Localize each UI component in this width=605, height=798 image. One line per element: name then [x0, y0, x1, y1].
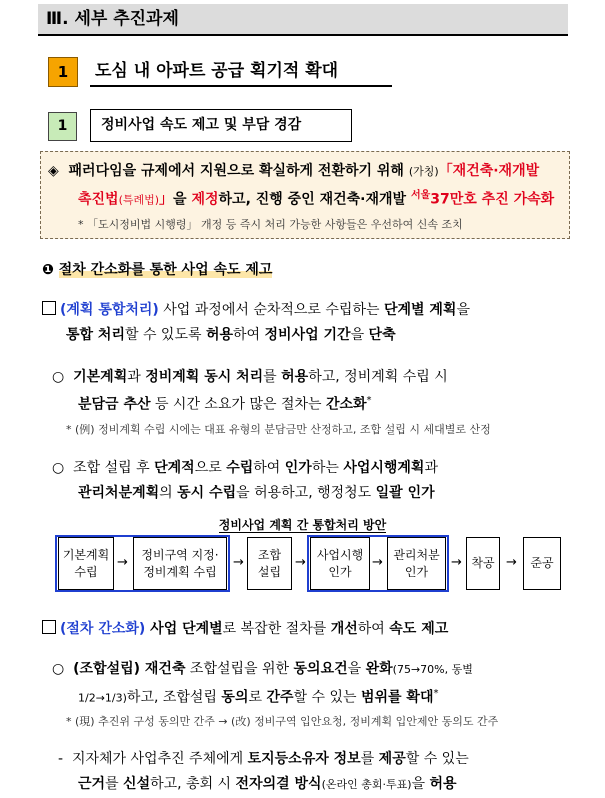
note-footnote: * 「도시정비법 시행령」 개정 등 즉시 처리 가능한 사항들은 우선하여 신속 조치 [78, 218, 463, 231]
sub4-line-2: 근거를 신설하고, 총회 시 전자의결 방식(온라인 총회·투표)을 허용 [78, 776, 457, 792]
sub2-line-1: ○ 조합 설립 후 단계적으로 수립하여 인가하는 사업시행계획과 [52, 460, 438, 476]
flow-arrow-icon: → [295, 555, 306, 570]
checkbox-bullet-icon [42, 620, 56, 634]
heading1-rule [90, 85, 392, 87]
sub2-line-2: 관리처분계획의 동시 수립을 허용하고, 행정청도 일괄 인가 [78, 485, 435, 501]
note-line-1: ◈ 패러다임을 규제에서 지원으로 확실하게 전환하기 위해 (가칭)「재건축·재개발 [48, 163, 540, 179]
sub3-footnote: * (現) 추진위 구성 동의만 간주 → (改) 정비구역 입안요청, 정비계획 입안제안 동의도 간주 [66, 715, 499, 728]
circle-bullet-icon: ○ [52, 369, 65, 385]
item2-line-1: (절차 간소화) 사업 단계별로 복잡한 절차를 개선하여 속도 제고 [42, 616, 448, 642]
sub1-line-1: ○ 기본계획과 정비계획 동시 처리를 허용하고, 정비계획 수립 시 [52, 369, 448, 385]
circled-number-icon: ❶ [42, 262, 54, 278]
flow-step-2: 정비구역 지정· 정비계획 수립 [133, 537, 227, 590]
section-title: Ⅲ. 세부 추진과제 [38, 4, 568, 34]
circle-bullet-icon: ○ [52, 661, 65, 677]
heading1-text: 도심 내 아파트 공급 획기적 확대 [95, 61, 339, 81]
flow-step-5: 관리처분 인가 [387, 537, 446, 590]
circle-bullet-icon: ○ [52, 460, 65, 476]
sub3-line-1: ○ (조합설립) 재건축 조합설립을 위한 동의요건을 완화(75→70%, 동별 [52, 661, 473, 677]
note-line-2: 촉진법(특례법)」을 제정하고, 진행 중인 재건축·재개발 $^{서울}$37만호 추진 가속화 [78, 190, 555, 208]
heading2-number: 1 [48, 112, 77, 141]
checkbox-bullet-icon [42, 301, 56, 315]
flow-arrow-icon: → [117, 555, 128, 570]
flow-arrow-icon: → [233, 555, 244, 570]
flow-arrow-icon: → [506, 555, 517, 570]
dash-bullet-icon: - [58, 751, 64, 767]
flow-step-3: 조합 설립 [247, 537, 292, 590]
flow-step-6: 착공 [466, 537, 500, 590]
sub4-line-1: - 지자체가 사업추진 주체에게 토지등소유자 정보를 제공할 수 있는 [58, 751, 469, 767]
flow-arrow-icon: → [451, 555, 462, 570]
flow-step-7: 준공 [523, 537, 561, 590]
section-rule [38, 34, 568, 36]
point1-heading: ❶ 절차 간소화를 통한 사업 속도 제고 [42, 262, 273, 278]
heading1-number: 1 [48, 57, 78, 87]
item1-line-1: (계획 통합처리) 사업 과정에서 순차적으로 수립하는 단계별 계획을 [42, 297, 470, 323]
flow-title: 정비사업 계획 간 통합처리 방안 [218, 518, 387, 532]
flow-step-1: 기본계획 수립 [58, 537, 114, 590]
heading2-text: 정비사업 속도 제고 및 부담 경감 [90, 109, 352, 142]
diamond-bullet-icon: ◈ [48, 163, 59, 179]
flow-step-4: 사업시행 인가 [310, 537, 370, 590]
item1-line-2: 통합 처리할 수 있도록 허용하여 정비사업 기간을 단축 [66, 327, 396, 343]
sub3-line-2: 1/2→1/3)하고, 조합설립 동의로 간주할 수 있는 범위를 확대* [78, 688, 439, 706]
flow-arrow-icon: → [372, 555, 383, 570]
sub1-footnote: * (例) 정비계획 수립 시에는 대표 유형의 분담금만 산정하고, 조합 설립 시 세대별로 산정 [66, 423, 491, 436]
sub1-line-2: 분담금 추산 등 시간 소요가 많은 절차는 간소화* [78, 395, 372, 413]
